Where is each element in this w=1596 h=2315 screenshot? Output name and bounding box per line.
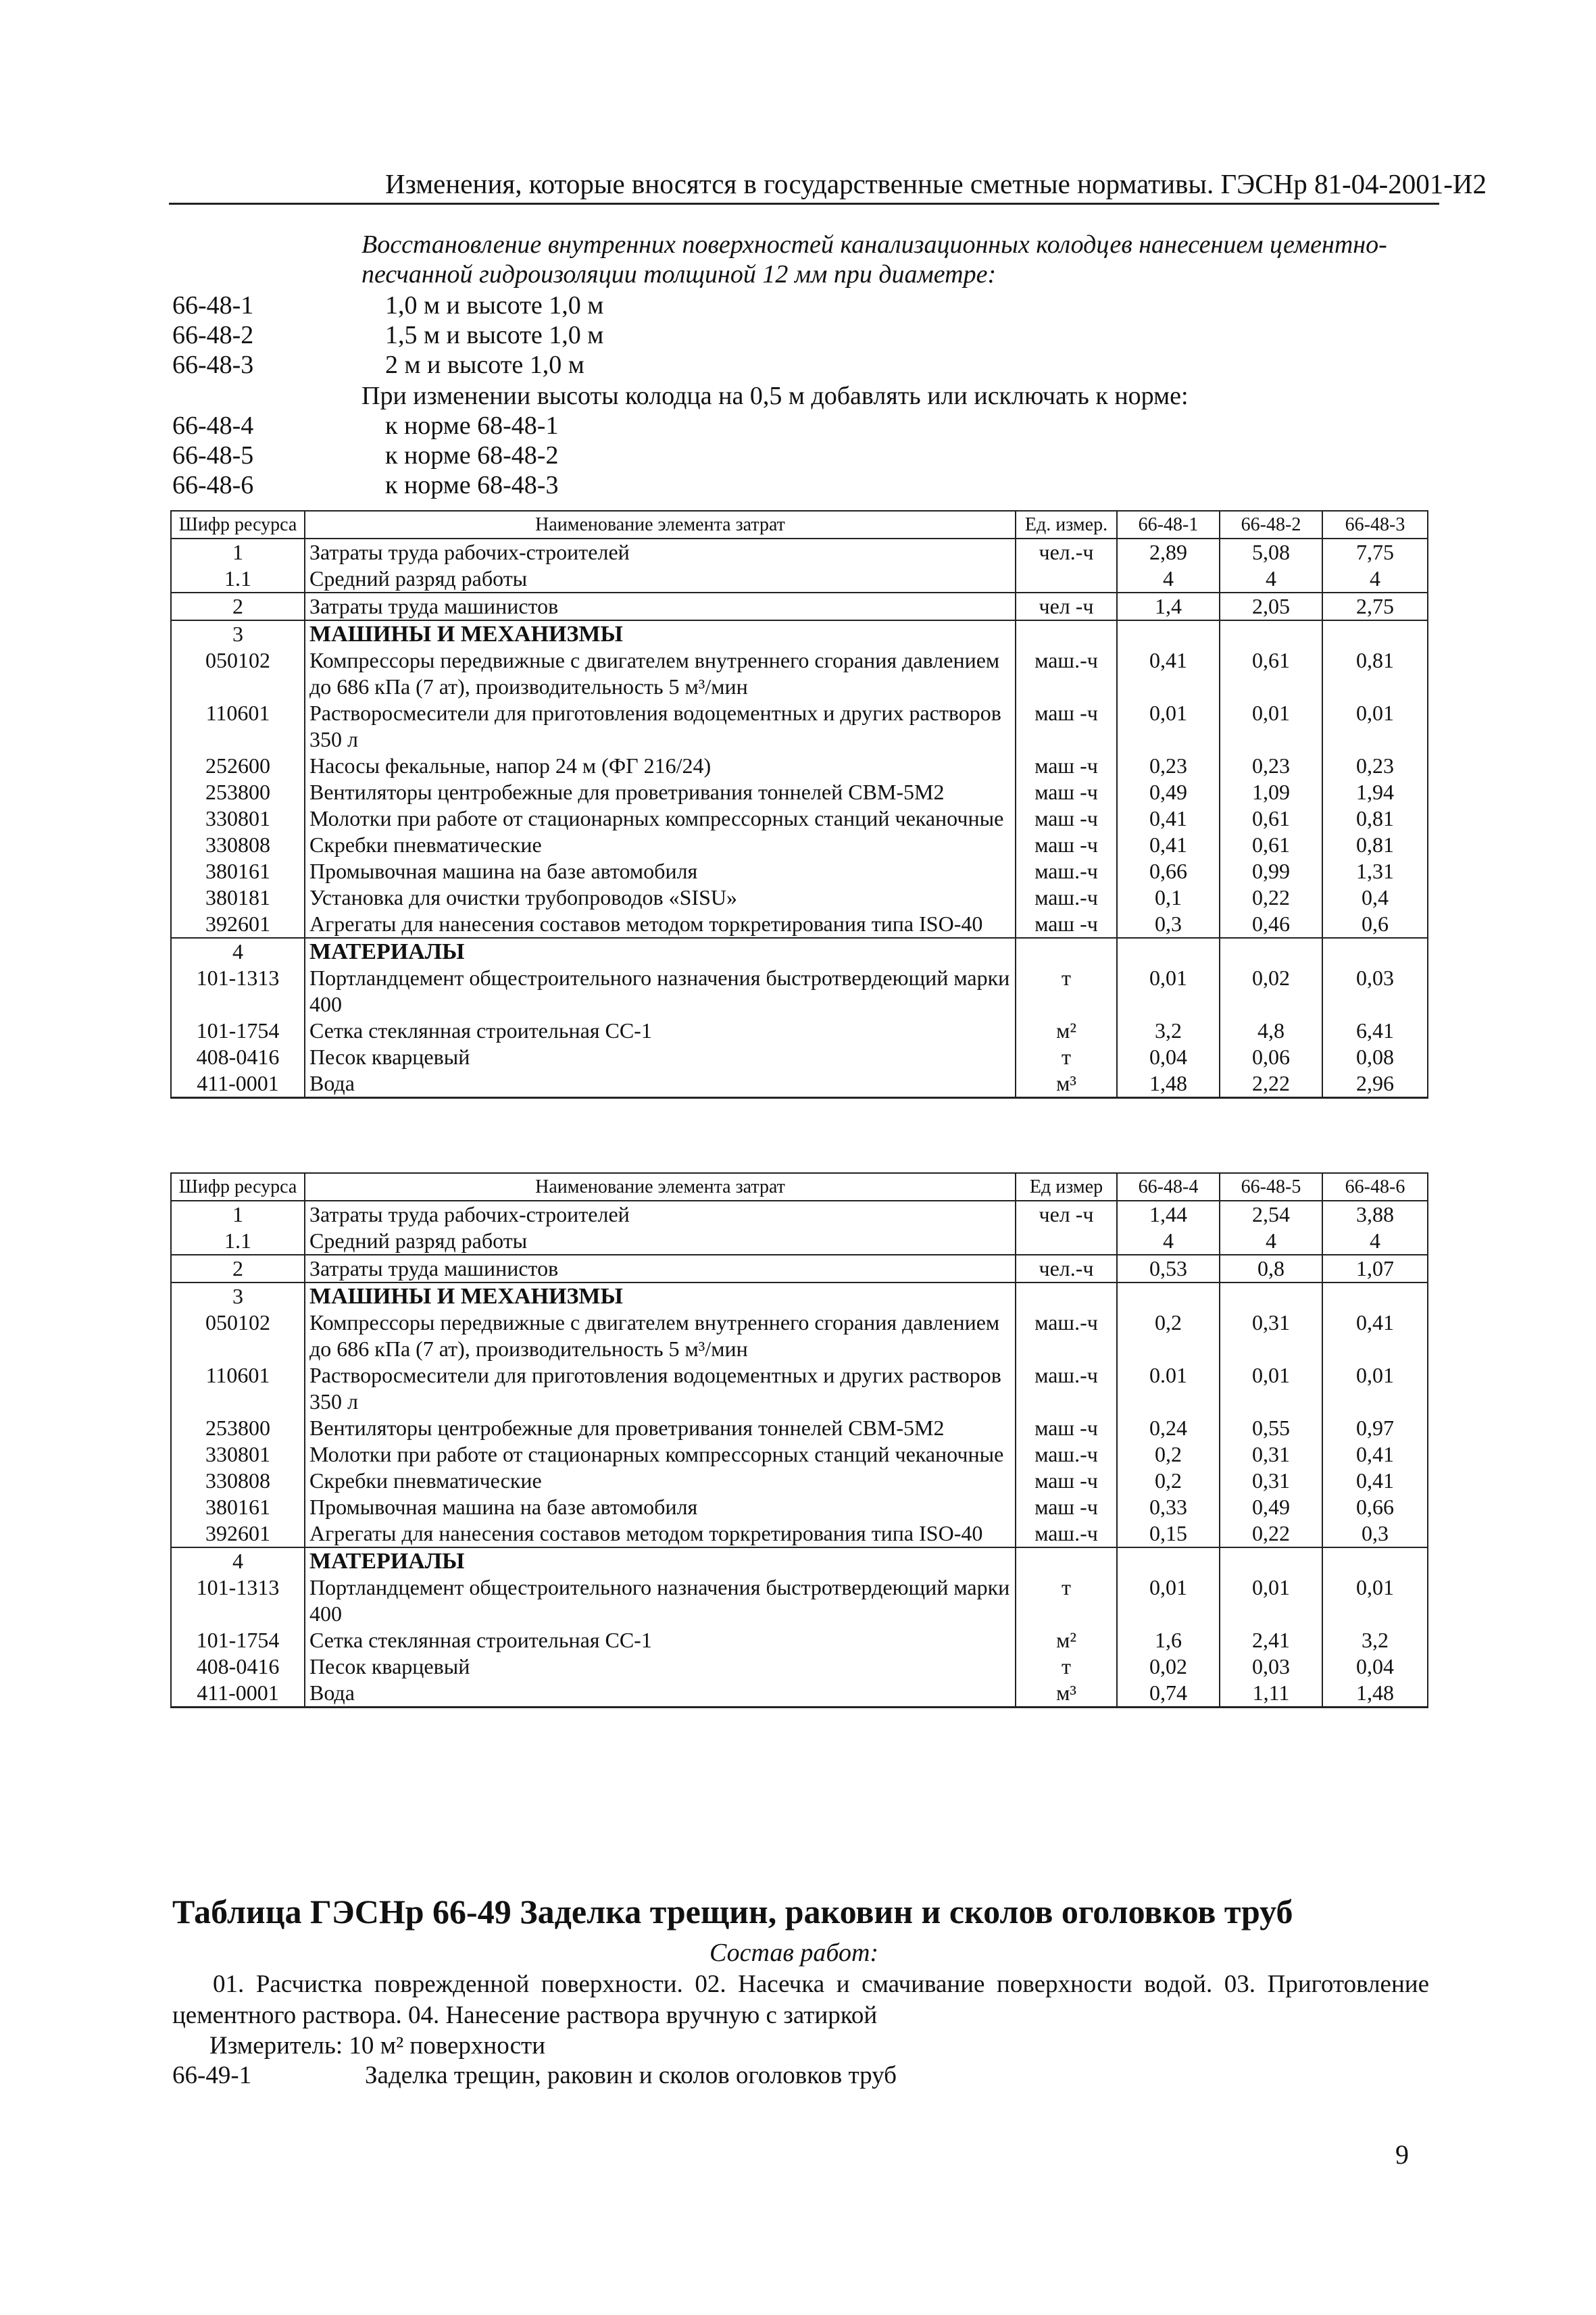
resource-unit: т xyxy=(1016,1574,1117,1627)
resource-name-bold: МАТЕРИАЛЫ xyxy=(309,1549,465,1574)
resource-name xyxy=(305,1547,1016,1574)
norm-value: 0,01 xyxy=(1322,1574,1428,1627)
norm-value: 0,01 xyxy=(1117,1574,1220,1627)
intro-title: Восстановление внутренних поверхностей канализационных колодцев нанесением цементно-песчанной гидроизоляции толщиной 12 мм при диаметре: xyxy=(361,230,1387,289)
norm-value: 1,11 xyxy=(1220,1680,1322,1708)
norm-line xyxy=(172,2061,897,2090)
resource-unit: маш -ч xyxy=(1016,911,1117,938)
col-header-norm: 66-48-1 xyxy=(1117,511,1220,539)
resource-code: 330801 xyxy=(171,805,305,832)
resource-code: 253800 xyxy=(171,1415,305,1441)
resource-name: Насосы фекальные, напор 24 м (ФГ 216/24) xyxy=(305,753,1016,779)
table-row xyxy=(171,1070,1428,1098)
table-row xyxy=(171,965,1428,1018)
resource-unit: т xyxy=(1016,1653,1117,1680)
norm-value xyxy=(1220,1547,1322,1574)
norm-value: 0,03 xyxy=(1322,965,1428,1018)
resource-code: 101-1754 xyxy=(171,1627,305,1653)
norm-value: 0,99 xyxy=(1220,858,1322,885)
page-header: Изменения, которые вносятся в государственные сметные нормативы. ГЭСНр 81-04-2001-И2 xyxy=(385,168,1487,199)
header-rule xyxy=(169,203,1439,205)
table-row xyxy=(171,1362,1428,1415)
resource-name: Промывочная машина на базе автомобиля xyxy=(305,858,1016,885)
resource-code: 392601 xyxy=(171,1520,305,1547)
resource-name xyxy=(305,1283,1016,1310)
table-header-row xyxy=(171,1173,1428,1201)
resource-code: 330808 xyxy=(171,1468,305,1494)
norm-value: 0,49 xyxy=(1117,779,1220,805)
table-row xyxy=(171,1547,1428,1574)
norm-value: 0,3 xyxy=(1117,911,1220,938)
norm-value: 0,55 xyxy=(1220,1415,1322,1441)
norm-value: 0,01 xyxy=(1220,700,1322,753)
norm-value: 0,74 xyxy=(1117,1680,1220,1708)
resource-unit: маш -ч xyxy=(1016,1468,1117,1494)
table-row xyxy=(171,779,1428,805)
norm-value: 1,48 xyxy=(1117,1070,1220,1098)
resource-code: 110601 xyxy=(171,1362,305,1415)
resource-unit: т xyxy=(1016,965,1117,1018)
resource-name: Сетка стеклянная строительная СС-1 xyxy=(305,1627,1016,1653)
norm-value: 4 xyxy=(1117,1228,1220,1255)
page-number: 9 xyxy=(1395,2139,1409,2170)
norm-value: 0,6 xyxy=(1322,911,1428,938)
table-row xyxy=(171,1255,1428,1283)
table-row xyxy=(171,753,1428,779)
norm-value: 4 xyxy=(1322,1228,1428,1255)
resource-name: Молотки при работе от стационарных компрессорных станций чеканочные xyxy=(305,805,1016,832)
norm-text: к норме 68-48-1 xyxy=(385,412,559,440)
resource-name: Вода xyxy=(305,1070,1016,1098)
table-row xyxy=(171,539,1428,566)
resource-code: 411-0001 xyxy=(171,1680,305,1708)
resource-code: 1 xyxy=(171,1201,305,1228)
norm-value xyxy=(1322,1283,1428,1310)
resource-unit: маш -ч xyxy=(1016,1494,1117,1520)
resource-unit xyxy=(1016,1283,1117,1310)
resource-code: 2 xyxy=(171,1255,305,1283)
norm-value xyxy=(1220,938,1322,965)
table-row xyxy=(171,1494,1428,1520)
norm-text: 1,5 м и высоте 1,0 м xyxy=(385,321,604,349)
resource-code: 101-1313 xyxy=(171,965,305,1018)
norm-value: 1,31 xyxy=(1322,858,1428,885)
resource-name: Компрессоры передвижные с двигателем внутреннего сгорания давлением до 686 кПа (7 ат), производительность 5 м³/мин xyxy=(305,647,1016,700)
col-header-name: Наименование элемента затрат xyxy=(305,1173,1016,1201)
norm-value: 1,44 xyxy=(1117,1201,1220,1228)
resource-name: Портландцемент общестроительного назначения быстротвердеющий марки 400 xyxy=(305,965,1016,1018)
resource-name-bold: МАШИНЫ И МЕХАНИЗМЫ xyxy=(309,622,623,647)
norm-value: 0,41 xyxy=(1117,832,1220,858)
resource-name: Молотки при работе от стационарных компрессорных станций чеканочные xyxy=(305,1441,1016,1468)
norm-code: 66-49-1 xyxy=(172,2062,252,2089)
resource-code: 4 xyxy=(171,1547,305,1574)
resource-code: 408-0416 xyxy=(171,1044,305,1070)
table-row xyxy=(171,1653,1428,1680)
norm-text: к норме 68-48-3 xyxy=(385,471,559,499)
norm-value xyxy=(1220,1283,1322,1310)
table-row xyxy=(171,832,1428,858)
norm-value: 0,06 xyxy=(1220,1044,1322,1070)
norm-value: 0,8 xyxy=(1220,1255,1322,1283)
norm-value: 0,01 xyxy=(1322,700,1428,753)
resource-name: Портландцемент общестроительного назначения быстротвердеющий марки 400 xyxy=(305,1574,1016,1627)
norm-value: 4,8 xyxy=(1220,1018,1322,1044)
resource-name xyxy=(305,620,1016,647)
table-row xyxy=(171,805,1428,832)
resource-unit: маш.-ч xyxy=(1016,1362,1117,1415)
resource-name: Вентиляторы центробежные для проветривания тоннелей СВМ-5М2 xyxy=(305,779,1016,805)
norm-value: 0,41 xyxy=(1117,805,1220,832)
norm-list-2 xyxy=(172,411,558,500)
norm-value: 3,2 xyxy=(1117,1018,1220,1044)
resource-code: 392601 xyxy=(171,911,305,938)
height-note: При изменении высоты колодца на 0,5 м добавлять или исключать к норме: xyxy=(361,382,1189,410)
table-row xyxy=(171,911,1428,938)
norm-value: 0,01 xyxy=(1220,1362,1322,1415)
norm-value: 0,04 xyxy=(1322,1653,1428,1680)
resource-name: Вентиляторы центробежные для проветривания тоннелей СВМ-5М2 xyxy=(305,1415,1016,1441)
resource-name: Песок кварцевый xyxy=(305,1044,1016,1070)
norm-value: 2,89 xyxy=(1117,539,1220,566)
resource-unit: маш.-ч xyxy=(1016,885,1117,911)
norm-text: к норме 68-48-2 xyxy=(385,441,559,470)
col-header-norm: 66-48-4 xyxy=(1117,1173,1220,1201)
norm-value: 0,81 xyxy=(1322,805,1428,832)
norm-item xyxy=(172,291,603,320)
norm-value: 4 xyxy=(1322,566,1428,593)
table-row xyxy=(171,566,1428,593)
norm-value: 0,66 xyxy=(1117,858,1220,885)
resource-unit xyxy=(1016,1228,1117,1255)
resource-unit: маш.-ч xyxy=(1016,647,1117,700)
norm-value: 0,49 xyxy=(1220,1494,1322,1520)
norm-code: 66-48-4 xyxy=(172,412,254,440)
col-header-unit: Ед. измер. xyxy=(1016,511,1117,539)
norm-value: 2,41 xyxy=(1220,1627,1322,1653)
table-header-row xyxy=(171,511,1428,539)
norm-list-1 xyxy=(172,291,603,380)
norm-value xyxy=(1322,620,1428,647)
table-row xyxy=(171,1044,1428,1070)
norm-value: 0,23 xyxy=(1220,753,1322,779)
norm-value: 3,88 xyxy=(1322,1201,1428,1228)
resource-unit: м³ xyxy=(1016,1070,1117,1098)
norm-value: 0,4 xyxy=(1322,885,1428,911)
norm-value: 0,22 xyxy=(1220,1520,1322,1547)
resource-name: Растворосмесители для приготовления водоцементных и других растворов 350 л xyxy=(305,1362,1016,1415)
norm-value: 4 xyxy=(1117,566,1220,593)
resource-unit: м² xyxy=(1016,1627,1117,1653)
resource-unit: чел -ч xyxy=(1016,1201,1117,1228)
norm-value: 1,94 xyxy=(1322,779,1428,805)
norm-value: 0,02 xyxy=(1220,965,1322,1018)
work-steps: 01. Расчистка поврежденной поверхности. 02. Насечка и смачивание поверхности водой. 03. Приготовление цементного раствора. 04. Нанесение раствора вручную с затиркой xyxy=(172,1970,1429,2029)
norm-value: 6,41 xyxy=(1322,1018,1428,1044)
resource-code: 1.1 xyxy=(171,566,305,593)
norm-value: 1,4 xyxy=(1117,593,1220,620)
norm-value: 0,01 xyxy=(1117,700,1220,753)
norm-value: 2,75 xyxy=(1322,593,1428,620)
resource-name: Песок кварцевый xyxy=(305,1653,1016,1680)
norm-value xyxy=(1117,1547,1220,1574)
norm-value: 0,61 xyxy=(1220,832,1322,858)
resource-unit: маш.-ч xyxy=(1016,1520,1117,1547)
resource-name: Средний разряд работы xyxy=(305,1228,1016,1255)
resource-unit: чел -ч xyxy=(1016,593,1117,620)
resource-code: 330801 xyxy=(171,1441,305,1468)
resource-name: Скребки пневматические xyxy=(305,1468,1016,1494)
table-row xyxy=(171,1310,1428,1362)
section-title: Таблица ГЭСНр 66-49 Заделка трещин, раковин и сколов оголовков труб xyxy=(172,1893,1293,1931)
resource-code: 1 xyxy=(171,539,305,566)
resource-code: 408-0416 xyxy=(171,1653,305,1680)
norm-text: 2 м и высоте 1,0 м xyxy=(385,351,584,379)
resource-table-1 xyxy=(170,510,1428,1099)
norm-value: 0,81 xyxy=(1322,832,1428,858)
norm-value: 4 xyxy=(1220,1228,1322,1255)
norm-value: 1,48 xyxy=(1322,1680,1428,1708)
norm-value: 0,03 xyxy=(1220,1653,1322,1680)
resource-name: Затраты труда рабочих-строителей xyxy=(305,1201,1016,1228)
norm-code: 66-48-5 xyxy=(172,441,254,470)
norm-value xyxy=(1117,620,1220,647)
resource-code: 330808 xyxy=(171,832,305,858)
resource-code: 252600 xyxy=(171,753,305,779)
resource-name: Промывочная машина на базе автомобиля xyxy=(305,1494,1016,1520)
resource-name-bold: МАТЕРИАЛЫ xyxy=(309,939,465,964)
norm-value: 0,81 xyxy=(1322,647,1428,700)
resource-name: Сетка стеклянная строительная СС-1 xyxy=(305,1018,1016,1044)
table-row xyxy=(171,1520,1428,1547)
resource-code: 050102 xyxy=(171,647,305,700)
norm-value: 0,41 xyxy=(1322,1441,1428,1468)
table-row xyxy=(171,1680,1428,1708)
norm-value: 0,24 xyxy=(1117,1415,1220,1441)
norm-value: 0,31 xyxy=(1220,1441,1322,1468)
norm-value xyxy=(1117,1283,1220,1310)
measurer: Измеритель: 10 м² поверхности xyxy=(209,2032,546,2060)
resource-name xyxy=(305,938,1016,965)
norm-value xyxy=(1117,938,1220,965)
resource-code: 101-1754 xyxy=(171,1018,305,1044)
norm-item xyxy=(172,350,603,380)
resource-code: 380161 xyxy=(171,1494,305,1520)
norm-value: 2,05 xyxy=(1220,593,1322,620)
resource-unit: маш -ч xyxy=(1016,779,1117,805)
resource-unit: м² xyxy=(1016,1018,1117,1044)
norm-value: 0,15 xyxy=(1117,1520,1220,1547)
norm-value: 0,22 xyxy=(1220,885,1322,911)
resource-name: Средний разряд работы xyxy=(305,566,1016,593)
resource-unit xyxy=(1016,938,1117,965)
resource-name: Скребки пневматические xyxy=(305,832,1016,858)
table-row xyxy=(171,700,1428,753)
resource-unit: маш.-ч xyxy=(1016,858,1117,885)
table-row xyxy=(171,1441,1428,1468)
resource-unit xyxy=(1016,1547,1117,1574)
norm-value: 0,41 xyxy=(1117,647,1220,700)
resource-unit: м³ xyxy=(1016,1680,1117,1708)
table-row xyxy=(171,647,1428,700)
resource-unit: чел.-ч xyxy=(1016,1255,1117,1283)
norm-value: 0,04 xyxy=(1117,1044,1220,1070)
col-header-code: Шифр ресурса xyxy=(171,511,305,539)
resource-code: 4 xyxy=(171,938,305,965)
norm-text: 1,0 м и высоте 1,0 м xyxy=(385,291,604,320)
norm-value: 0,41 xyxy=(1322,1468,1428,1494)
norm-value: 4 xyxy=(1220,566,1322,593)
resource-code: 3 xyxy=(171,620,305,647)
norm-value: 0,2 xyxy=(1117,1310,1220,1362)
norm-value: 2,96 xyxy=(1322,1070,1428,1098)
resource-table-2 xyxy=(170,1172,1428,1708)
col-header-norm: 66-48-6 xyxy=(1322,1173,1428,1201)
norm-value: 0,23 xyxy=(1322,753,1428,779)
norm-value: 0,61 xyxy=(1220,805,1322,832)
resource-code: 3 xyxy=(171,1283,305,1310)
norm-value: 0,3 xyxy=(1322,1520,1428,1547)
resource-name: Растворосмесители для приготовления водоцементных и других растворов 350 л xyxy=(305,700,1016,753)
resource-code: 1.1 xyxy=(171,1228,305,1255)
norm-value: 0,02 xyxy=(1117,1653,1220,1680)
resource-name: Затраты труда рабочих-строителей xyxy=(305,539,1016,566)
norm-value: 5,08 xyxy=(1220,539,1322,566)
resource-name: Установка для очистки трубопроводов «SISU» xyxy=(305,885,1016,911)
col-header-name: Наименование элемента затрат xyxy=(305,511,1016,539)
resource-name: Затраты труда машинистов xyxy=(305,1255,1016,1283)
col-header-unit: Ед измер xyxy=(1016,1173,1117,1201)
norm-value: 0,23 xyxy=(1117,753,1220,779)
table-row xyxy=(171,1468,1428,1494)
norm-value: 0,97 xyxy=(1322,1415,1428,1441)
norm-code: 66-48-3 xyxy=(172,351,254,379)
col-header-norm: 66-48-5 xyxy=(1220,1173,1322,1201)
norm-value: 0,66 xyxy=(1322,1494,1428,1520)
norm-value: 0,2 xyxy=(1117,1468,1220,1494)
norm-value: 0,1 xyxy=(1117,885,1220,911)
norm-value: 0,01 xyxy=(1322,1362,1428,1415)
work-composition-text xyxy=(172,1969,1429,2031)
table-row xyxy=(171,1018,1428,1044)
col-header-norm: 66-48-2 xyxy=(1220,511,1322,539)
col-header-norm: 66-48-3 xyxy=(1322,511,1428,539)
norm-value: 1,09 xyxy=(1220,779,1322,805)
norm-code: 66-48-2 xyxy=(172,321,254,349)
table-row xyxy=(171,1201,1428,1228)
norm-value: 0.01 xyxy=(1117,1362,1220,1415)
norm-value: 0,31 xyxy=(1220,1468,1322,1494)
resource-unit: маш -ч xyxy=(1016,1415,1117,1441)
table-row xyxy=(171,858,1428,885)
resource-name: Агрегаты для нанесения составов методом торкретирования типа ISO-40 xyxy=(305,911,1016,938)
norm-item xyxy=(172,441,558,470)
norm-value xyxy=(1322,1547,1428,1574)
table-row xyxy=(171,1228,1428,1255)
resource-unit: маш.-ч xyxy=(1016,1441,1117,1468)
norm-value: 7,75 xyxy=(1322,539,1428,566)
resource-name: Затраты труда машинистов xyxy=(305,593,1016,620)
norm-name: Заделка трещин, раковин и сколов оголовков труб xyxy=(365,2062,897,2089)
table-row xyxy=(171,1627,1428,1653)
resource-unit: маш -ч xyxy=(1016,805,1117,832)
norm-item xyxy=(172,470,558,500)
work-composition-label: Состав работ: xyxy=(709,1939,879,1967)
norm-value: 0,33 xyxy=(1117,1494,1220,1520)
resource-name: Компрессоры передвижные с двигателем внутреннего сгорания давлением до 686 кПа (7 ат), производительность 5 м³/мин xyxy=(305,1310,1016,1362)
resource-unit xyxy=(1016,566,1117,593)
resource-name-bold: МАШИНЫ И МЕХАНИЗМЫ xyxy=(309,1284,623,1309)
norm-value: 2,22 xyxy=(1220,1070,1322,1098)
resource-unit: т xyxy=(1016,1044,1117,1070)
resource-name: Вода xyxy=(305,1680,1016,1708)
resource-unit: чел.-ч xyxy=(1016,539,1117,566)
norm-item xyxy=(172,320,603,350)
norm-value xyxy=(1220,620,1322,647)
table-row xyxy=(171,620,1428,647)
norm-value: 3,2 xyxy=(1322,1627,1428,1653)
norm-value: 0,31 xyxy=(1220,1310,1322,1362)
resource-code: 050102 xyxy=(171,1310,305,1362)
resource-code: 380161 xyxy=(171,858,305,885)
resource-unit: маш -ч xyxy=(1016,832,1117,858)
norm-value: 0,53 xyxy=(1117,1255,1220,1283)
norm-code: 66-48-1 xyxy=(172,291,254,320)
norm-value: 1,07 xyxy=(1322,1255,1428,1283)
norm-value: 0,01 xyxy=(1220,1574,1322,1627)
table-row xyxy=(171,1574,1428,1627)
table-row xyxy=(171,1283,1428,1310)
resource-code: 110601 xyxy=(171,700,305,753)
norm-value xyxy=(1322,938,1428,965)
resource-code: 101-1313 xyxy=(171,1574,305,1627)
col-header-code: Шифр ресурса xyxy=(171,1173,305,1201)
resource-code: 411-0001 xyxy=(171,1070,305,1098)
resource-unit: маш.-ч xyxy=(1016,1310,1117,1362)
norm-code: 66-48-6 xyxy=(172,471,254,499)
resource-unit xyxy=(1016,620,1117,647)
norm-value: 0,46 xyxy=(1220,911,1322,938)
resource-code: 380181 xyxy=(171,885,305,911)
norm-value: 0,08 xyxy=(1322,1044,1428,1070)
norm-value: 0,01 xyxy=(1117,965,1220,1018)
resource-code: 2 xyxy=(171,593,305,620)
table-row xyxy=(171,593,1428,620)
resource-code: 253800 xyxy=(171,779,305,805)
resource-name: Агрегаты для нанесения составов методом торкретирования типа ISO-40 xyxy=(305,1520,1016,1547)
table-row xyxy=(171,1415,1428,1441)
norm-item xyxy=(172,411,558,441)
table-row xyxy=(171,938,1428,965)
table-row xyxy=(171,885,1428,911)
resource-unit: маш -ч xyxy=(1016,753,1117,779)
norm-value: 0,61 xyxy=(1220,647,1322,700)
norm-value: 0,2 xyxy=(1117,1441,1220,1468)
norm-value: 2,54 xyxy=(1220,1201,1322,1228)
resource-unit: маш -ч xyxy=(1016,700,1117,753)
norm-value: 0,41 xyxy=(1322,1310,1428,1362)
norm-value: 1,6 xyxy=(1117,1627,1220,1653)
